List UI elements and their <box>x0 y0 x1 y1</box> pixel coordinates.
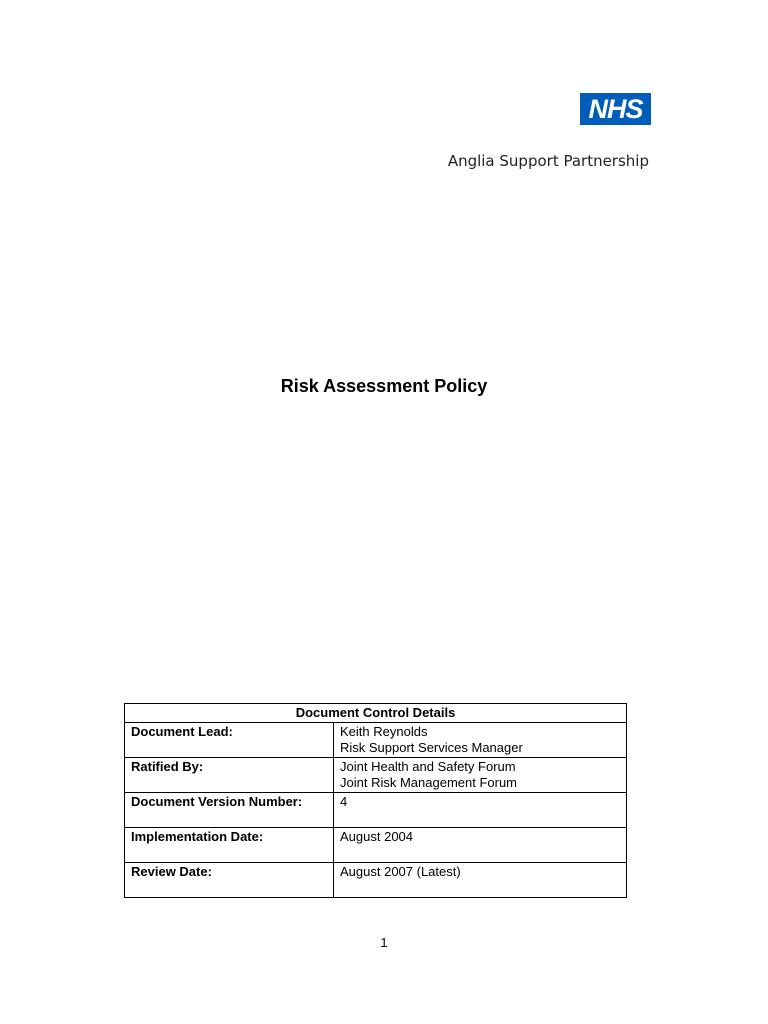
row-value <box>334 828 627 863</box>
value-line: August 2007 (Latest) <box>340 864 461 879</box>
row-value <box>334 758 627 793</box>
row-value <box>334 793 627 828</box>
organisation-name: Anglia Support Partnership <box>447 152 649 170</box>
row-label: Document Lead: <box>125 723 334 758</box>
table-row <box>125 828 627 863</box>
value-line: 4 <box>340 794 348 809</box>
table-row <box>125 723 627 758</box>
row-label: Review Date: <box>125 863 334 898</box>
value-line: August 2004 <box>340 829 414 844</box>
document-control-table <box>124 703 627 898</box>
nhs-logo: NHS <box>580 93 651 125</box>
value-line: Joint Health and Safety Forum <box>340 759 516 774</box>
value-line: Keith Reynolds <box>340 724 428 739</box>
table-row <box>125 793 627 828</box>
table-row <box>125 758 627 793</box>
table-heading: Document Control Details <box>125 704 627 723</box>
row-value <box>334 723 627 758</box>
row-value <box>334 863 627 898</box>
document-title: Risk Assessment Policy <box>280 376 488 396</box>
value-line: Joint Risk Management Forum <box>340 775 518 790</box>
table-row <box>125 863 627 898</box>
value-line: Risk Support Services Manager <box>340 740 523 755</box>
row-label: Implementation Date: <box>125 828 334 863</box>
row-label: Ratified By: <box>125 758 334 793</box>
page-number: 1 <box>380 935 388 950</box>
row-label: Document Version Number: <box>125 793 334 828</box>
